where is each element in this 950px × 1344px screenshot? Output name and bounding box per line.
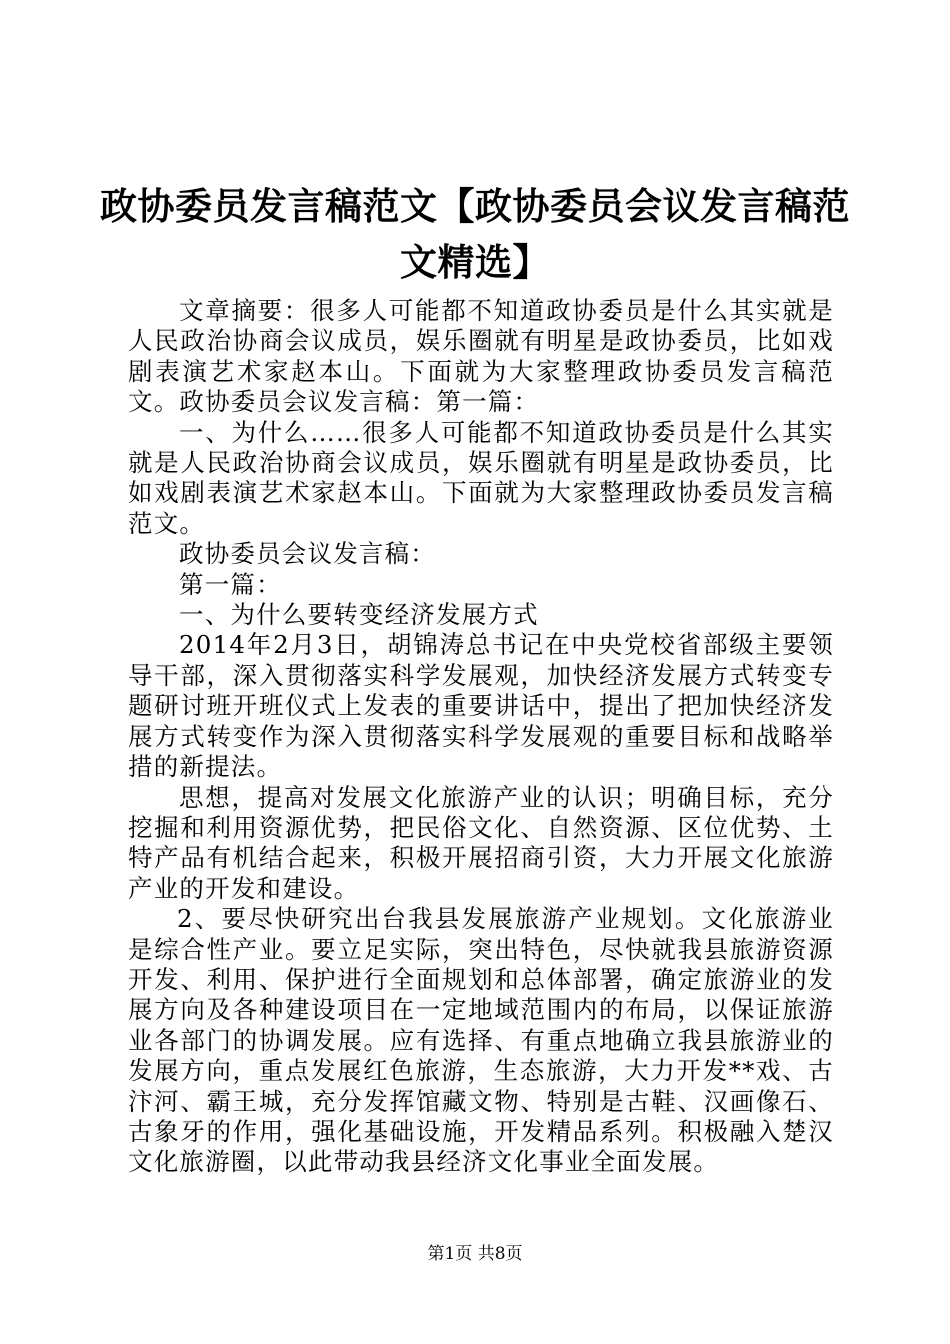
title-line-1: 政协委员发言稿范文【政协委员会议发言稿范 <box>100 184 850 228</box>
title-line-2: 文精选】 <box>400 240 550 284</box>
section-heading: 政协委员会议发言稿： <box>179 539 436 569</box>
abstract-paragraph: 文章摘要：很多人可能都不知道政协委员是什么其实就是人民政治协商会议成员，娱乐圈就有明星是政协委员，比如戏剧表演艺术家赵本山。下面就为大家整理政协委员发言稿范文。政协委员会议发言稿：第一篇： <box>128 296 834 417</box>
document-body <box>128 296 834 1178</box>
body-paragraph: 2、要尽快研究出台我县发展旅游产业规划。文化旅游业是综合性产业。要立足实际，突出特色，尽快就我县旅游资源开发、利用、保护进行全面规划和总体部署，确定旅游业的发展方向及各种建设项目在一定地域范围内的布局，以保证旅游业各部门的协调发展。应有选择、有重点地确立我县旅游业的发展方向，重点发展红色旅游，生态旅游，大力开发**戏、古汴河、霸王城，充分发挥馆藏文物、特别是古鞋、汉画像石、古象牙的作用，强化基础设施，开发精品系列。积极融入楚汉文化旅游圈，以此带动我县经济文化事业全面发展。 <box>128 904 834 1177</box>
body-paragraph: 思想，提高对发展文化旅游产业的认识；明确目标，充分挖掘和利用资源优势，把民俗文化、自然资源、区位优势、土特产品有机结合起来，积极开展招商引资，大力开展文化旅游产业的开发和建设。 <box>128 782 834 903</box>
section-heading: 第一篇： <box>179 569 282 599</box>
page-footer: 第1页 共8页 <box>427 1244 523 1264</box>
body-paragraph: 一、为什么……很多人可能都不知道政协委员是什么其实就是人民政治协商会议成员，娱乐圈就有明星是政协委员，比如戏剧表演艺术家赵本山。下面就为大家整理政协委员发言稿范文。 <box>128 417 834 538</box>
body-paragraph: 2014年2月3日，胡锦涛总书记在中央党校省部级主要领导干部，深入贯彻落实科学发展观，加快经济发展方式转变专题研讨班开班仪式上发表的重要讲话中，提出了把加快经济发展方式转变作为深入贯彻落实科学发展观的重要目标和战略举措的新提法。 <box>128 630 834 782</box>
section-heading: 一、为什么要转变经济发展方式 <box>179 600 539 630</box>
document-title <box>100 178 850 290</box>
